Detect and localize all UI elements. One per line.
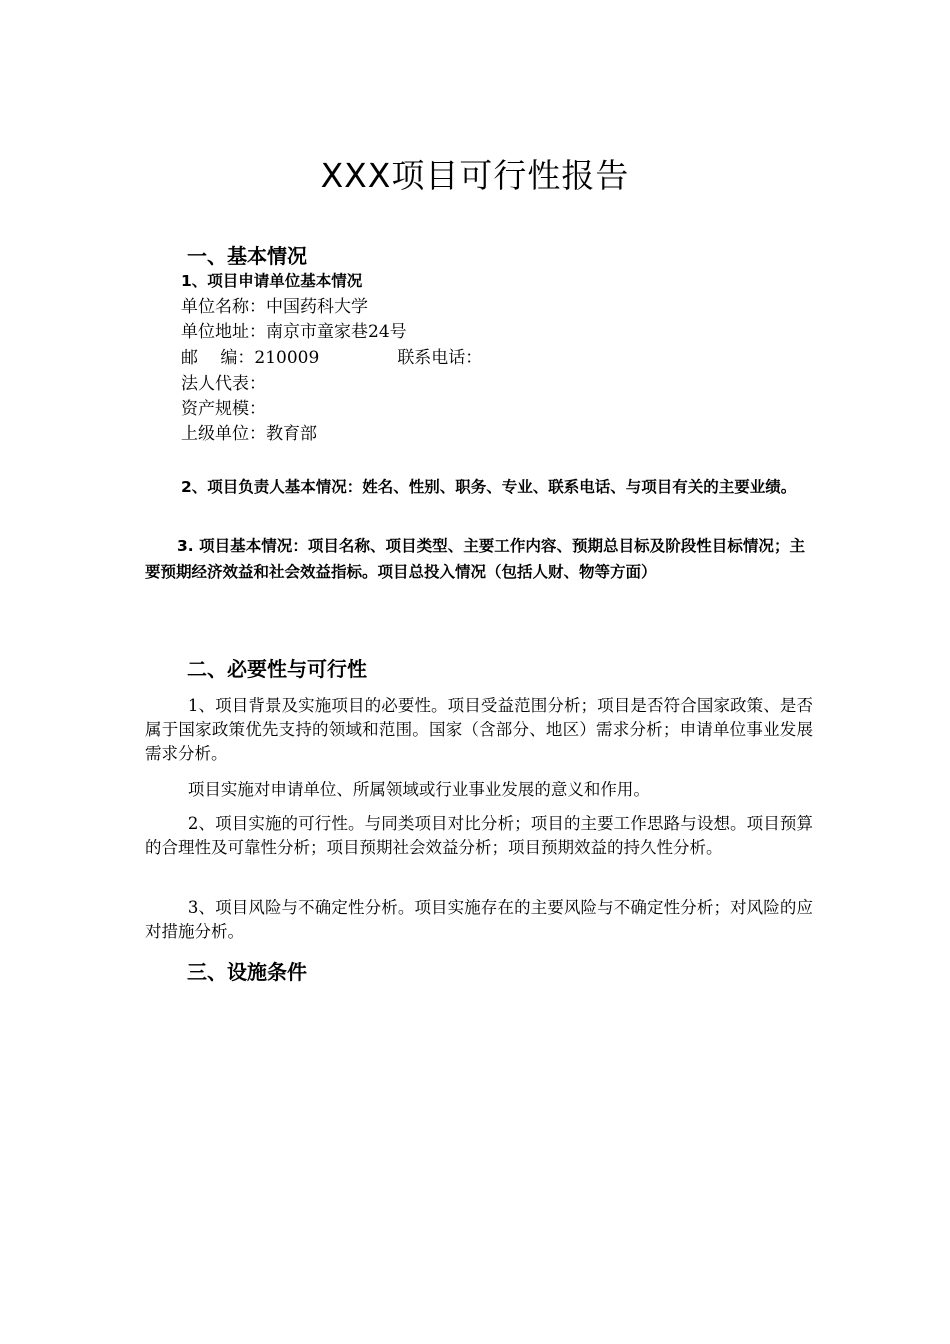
legal-representative-line: 法人代表： — [181, 374, 266, 394]
postcode-text: 邮 编：210009 — [181, 348, 320, 368]
section-2-paragraph-2: 项目实施对申请单位、所属领域或行业事业发展的意义和作用。 — [187, 780, 650, 799]
section-1-heading: 一、基本情况 — [187, 244, 307, 268]
subsection-3-paragraph: 3. 项目基本情况：项目名称、项目类型、主要工作内容、预期总目标及阶段性目标情况；主要预期经济效益和社会效益指标。项目总投入情况（包括人财、物等方面） — [145, 537, 805, 581]
document-title: XXX项目可行性报告 — [320, 156, 630, 195]
section-2-paragraph-3: 2、项目实施的可行性。与同类项目对比分析；项目的主要工作思路与设想。项目预算的合理性及可靠性分析；项目预期社会效益分析；项目预期效益的持久性分析。 — [145, 814, 813, 857]
unit-address-line: 单位地址：南京市童家巷24号 — [181, 322, 407, 342]
section-2-paragraph-1: 1、项目背景及实施项目的必要性。项目受益范围分析；项目是否符合国家政策、是否属于国家政策优先支持的领域和范围。国家（含部分、地区）需求分析；申请单位事业发展需求分析。 — [145, 696, 813, 763]
subsection-1-heading: 1、项目申请单位基本情况 — [181, 272, 363, 290]
section-3-heading: 三、设施条件 — [187, 960, 307, 984]
subsection-2-paragraph: 2、项目负责人基本情况：姓名、性别、职务、专业、联系电话、与项目有关的主要业绩。 — [181, 478, 797, 496]
superior-unit-line: 上级单位：教育部 — [181, 424, 317, 444]
asset-scale-line: 资产规模： — [181, 399, 266, 419]
section-2-heading: 二、必要性与可行性 — [187, 657, 367, 681]
phone-text: 联系电话： — [397, 348, 483, 368]
unit-name-line: 单位名称：中国药科大学 — [181, 297, 368, 317]
section-2-paragraph-4: 3、项目风险与不确定性分析。项目实施存在的主要风险与不确定性分析；对风险的应对措施分析。 — [145, 898, 813, 941]
postcode-phone-line — [181, 346, 482, 370]
